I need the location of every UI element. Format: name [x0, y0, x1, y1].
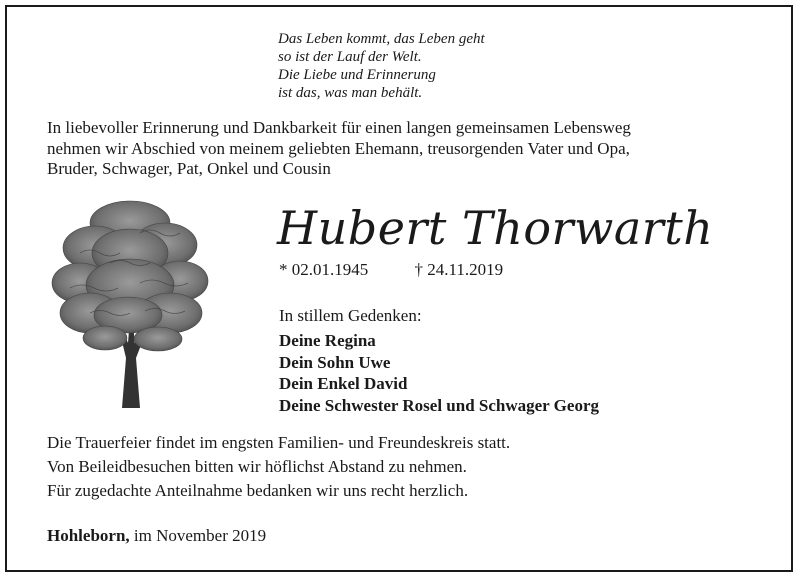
note-line: Die Trauerfeier findet im engsten Familien- und Freundeskreis statt. — [47, 433, 511, 452]
note-line: Für zugedachte Anteilnahme bedanken wir uns recht herzlich. — [47, 481, 469, 500]
mourner: Deine Schwester Rosel und Schwager Georg — [279, 395, 599, 415]
life-dates — [279, 260, 503, 280]
gedenken-label: In stillem Gedenken: — [279, 306, 422, 325]
poem-line: ist das, was man behält. — [278, 85, 423, 101]
mourners-list — [279, 330, 599, 416]
poem-line: so ist der Lauf der Welt. — [278, 49, 422, 65]
mourner: Dein Sohn Uwe — [279, 352, 391, 372]
birth-date: * 02.01.1945 — [279, 260, 369, 279]
poem-line: Das Leben kommt, das Leben geht — [278, 31, 485, 47]
poem-line: Die Liebe und Erinnerung — [278, 67, 436, 83]
closing-date: im November 2019 — [129, 526, 267, 545]
mourner: Deine Regina — [279, 331, 376, 350]
death-date: † 24.11.2019 — [414, 260, 504, 279]
poem — [278, 30, 485, 102]
closing-line — [47, 526, 266, 546]
intro-line: nehmen wir Abschied von meinem geliebten Ehemann, treusorgenden Vater und Opa, — [47, 138, 630, 158]
intro-text — [47, 118, 767, 180]
closing-place: Hohleborn, — [47, 526, 130, 545]
intro-line: In liebevoller Erinnerung und Dankbarkeit für einen langen gemeinsamen Lebensweg — [47, 118, 631, 137]
tree-icon — [50, 193, 210, 413]
deceased-name: Hubert Thorwarth — [277, 201, 714, 255]
mourner: Dein Enkel David — [279, 374, 408, 393]
intro-line: Bruder, Schwager, Pat, Onkel und Cousin — [47, 159, 331, 178]
note-line: Von Beileidbesuchen bitten wir höflichst Abstand zu nehmen. — [47, 457, 467, 476]
notes — [47, 431, 510, 503]
